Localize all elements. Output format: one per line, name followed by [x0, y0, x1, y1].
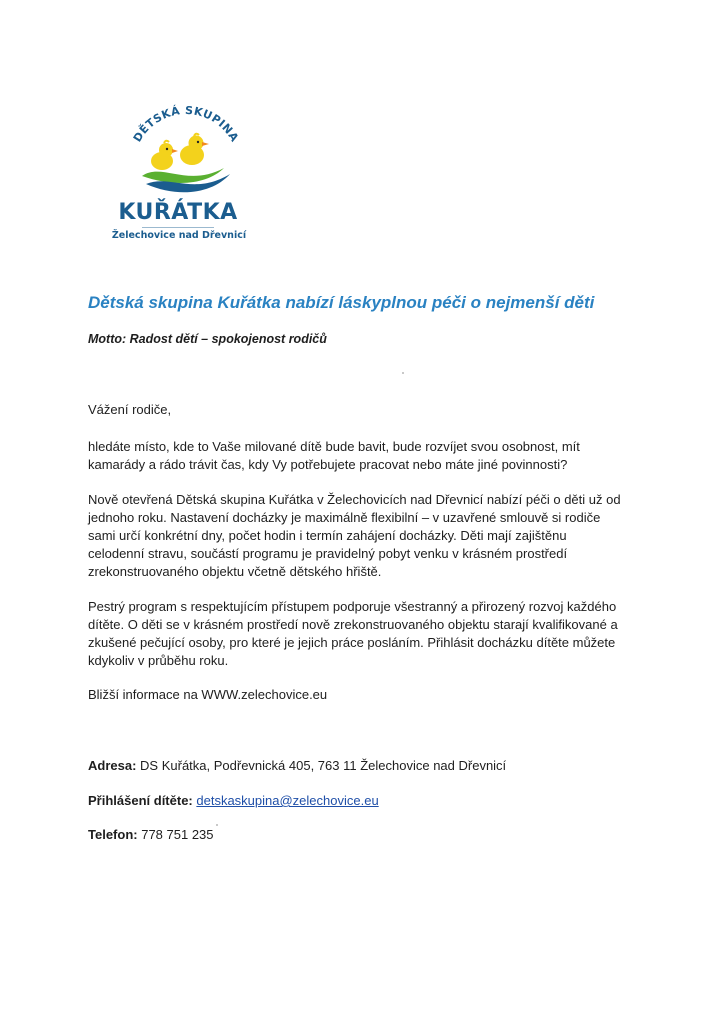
paragraph-line: Nově otevřená Dětská skupina Kuřátka v Želechovicích nad Dřevnicí nabízí péči o děti už od	[88, 492, 621, 507]
signup-row	[88, 793, 379, 808]
paragraph-1	[88, 438, 648, 474]
paragraph-2	[88, 491, 648, 581]
paragraph-3	[88, 598, 648, 670]
phone-value: 778 751 235	[141, 827, 214, 842]
logo-graphic	[112, 104, 272, 204]
headline: Dětská skupina Kuřátka nabízí láskyplnou péči o nejmenší děti	[88, 293, 595, 312]
phone-row	[88, 827, 214, 842]
logo-arc-text: DĚTSKÁ SKUPINA	[130, 104, 242, 145]
logo-place: Želechovice nad Dřevnicí	[111, 230, 247, 241]
paragraph-line: dítěte. O děti se v krásném prostředí nově zrekonstruovaného objektu starají kvalifikované a	[88, 617, 618, 632]
address-row	[88, 758, 506, 773]
logo	[112, 104, 272, 244]
motto: Motto: Radost dětí – spokojenost rodičů	[88, 332, 327, 346]
paragraph-line: Pestrý program s respektujícím přístupem podporuje všestranný a přirozený rozvoj každého	[88, 599, 617, 614]
address-label: Adresa:	[88, 758, 137, 773]
scan-speck	[216, 824, 218, 826]
paragraph-line: zkušené pečující osoby, pro které je jejich práce posláním. Přihlásit docházku dítěte můžete	[88, 635, 616, 650]
paragraph-line: sami určí konkrétní dny, počet hodin i termín zahájení docházky. Děti mají zajištěnu	[88, 528, 567, 543]
paragraph-line: kamarády a rádo trávit čas, kdy Vy potřebujete pracovat nebo máte jiné povinnosti?	[88, 457, 568, 472]
logo-name: KUŘÁTKA	[118, 200, 238, 225]
paragraph-line: celodenní stravu, součástí programu je pravidelný pobyt venku v krásném prostředí	[88, 546, 568, 561]
greeting-line: Vážení rodiče,	[88, 402, 172, 417]
paragraph-line: zrekonstruovaného objektu včetně dětského hřiště.	[88, 564, 382, 579]
paragraph-4	[88, 686, 648, 704]
paragraph-line: hledáte místo, kde to Vaše milované dítě bude bavit, bude rozvíjet svou osobnost, mít	[88, 439, 580, 454]
paragraph-line: kdykoliv v průběhu roku.	[88, 653, 229, 668]
greeting	[88, 401, 648, 419]
signup-email-link[interactable]: detskaskupina@zelechovice.eu	[196, 793, 379, 808]
address-value: DS Kuřátka, Podřevnická 405, 763 11 Želechovice nad Dřevnicí	[140, 758, 507, 773]
right-chick-icon	[180, 134, 209, 165]
phone-label: Telefon:	[88, 827, 138, 842]
signup-label: Přihlášení dítěte:	[88, 793, 193, 808]
green-wave-icon	[142, 168, 224, 183]
scan-speck	[402, 372, 404, 374]
logo-divider	[142, 227, 214, 228]
paragraph-line: Bližší informace na WWW.zelechovice.eu	[88, 687, 328, 702]
left-chick-icon	[151, 141, 178, 170]
paragraph-line: jednoho roku. Nastavení docházky je maximálně flexibilní – v uzavřené smlouvě si rodiče	[88, 510, 601, 525]
